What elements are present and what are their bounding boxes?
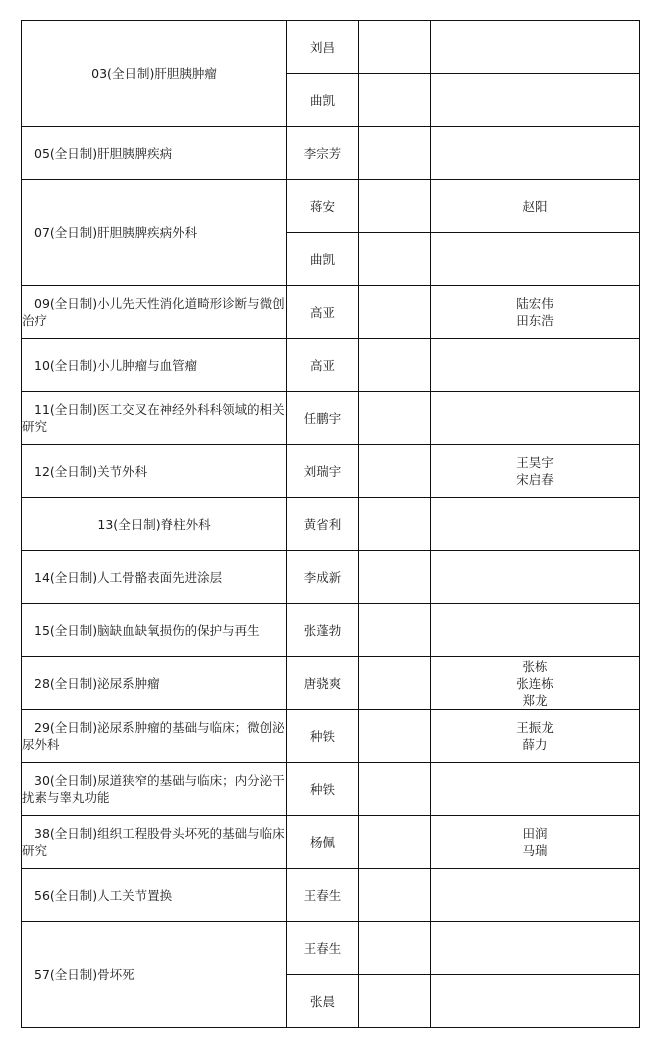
co-supervisor-names: 王昊宇 宋启春 (516, 455, 554, 487)
research-direction-text: 38(全日制)组织工程股骨头坏死的基础与临床研究 (22, 826, 285, 858)
research-direction-text: 10(全日制)小儿肿瘤与血管瘤 (34, 357, 198, 373)
empty-cell (359, 710, 431, 763)
research-direction-text: 13(全日制)脊柱外科 (97, 516, 211, 532)
table-row (22, 127, 640, 180)
table-row (22, 657, 640, 710)
research-direction-cell (22, 869, 287, 922)
co-supervisor-cell (431, 657, 640, 710)
research-direction-cell (22, 180, 287, 286)
research-direction-cell (22, 763, 287, 816)
supervisor-cell: 高亚 (287, 339, 359, 392)
co-supervisor-cell (431, 74, 640, 127)
co-supervisor-cell (431, 975, 640, 1028)
table-row (22, 763, 640, 816)
co-supervisor-cell (431, 710, 640, 763)
table-row (22, 392, 640, 445)
supervisor-cell: 王春生 (287, 869, 359, 922)
supervisor-cell: 张蓬勃 (287, 604, 359, 657)
research-direction-text: 03(全日制)肝胆胰肿瘤 (91, 66, 217, 81)
co-supervisor-cell (431, 286, 640, 339)
research-direction-cell (22, 286, 287, 339)
co-supervisor-names: 赵阳 (522, 198, 548, 214)
co-supervisor-cell (431, 816, 640, 869)
empty-cell (359, 21, 431, 74)
research-direction-cell (22, 445, 287, 498)
empty-cell (359, 604, 431, 657)
co-supervisor-cell (431, 604, 640, 657)
research-direction-cell (22, 21, 287, 127)
supervisor-cell: 蒋安 (287, 180, 359, 233)
empty-cell (359, 869, 431, 922)
research-direction-cell (22, 498, 287, 551)
co-supervisor-cell (431, 233, 640, 286)
table-row (22, 21, 640, 74)
co-supervisor-cell (431, 180, 640, 233)
co-supervisor-names: 王振龙 薛力 (516, 720, 554, 752)
co-supervisor-names: 陆宏伟 田东浩 (516, 296, 554, 328)
research-direction-cell (22, 339, 287, 392)
table-row (22, 710, 640, 763)
supervisor-cell: 李成新 (287, 551, 359, 604)
research-direction-text: 28(全日制)泌尿系肿瘤 (34, 675, 160, 691)
co-supervisor-cell (431, 922, 640, 975)
empty-cell (359, 445, 431, 498)
supervisor-cell: 黄省利 (287, 498, 359, 551)
empty-cell (359, 233, 431, 286)
co-supervisor-cell (431, 869, 640, 922)
empty-cell (359, 339, 431, 392)
co-supervisor-cell (431, 392, 640, 445)
table-row (22, 286, 640, 339)
supervisor-cell: 种铁 (287, 710, 359, 763)
empty-cell (359, 74, 431, 127)
table-row (22, 551, 640, 604)
supervisor-cell: 种铁 (287, 763, 359, 816)
supervisor-cell: 曲凯 (287, 74, 359, 127)
research-direction-text: 07(全日制)肝胆胰脾疾病外科 (34, 225, 198, 240)
table-row (22, 869, 640, 922)
empty-cell (359, 922, 431, 975)
supervisor-table (21, 20, 640, 1028)
research-direction-cell (22, 392, 287, 445)
empty-cell (359, 816, 431, 869)
co-supervisor-cell (431, 551, 640, 604)
research-direction-text: 09(全日制)小儿先天性消化道畸形诊断与微创治疗 (22, 296, 285, 328)
research-direction-cell (22, 127, 287, 180)
supervisor-cell: 杨佩 (287, 816, 359, 869)
research-direction-text: 05(全日制)肝胆胰脾疾病 (34, 145, 173, 161)
research-direction-cell (22, 657, 287, 710)
research-direction-cell (22, 922, 287, 1028)
empty-cell (359, 392, 431, 445)
research-direction-text: 29(全日制)泌尿系肿瘤的基础与临床；微创泌尿外科 (22, 720, 285, 752)
table-row (22, 498, 640, 551)
empty-cell (359, 498, 431, 551)
table-row (22, 816, 640, 869)
supervisor-cell: 任鹏宇 (287, 392, 359, 445)
supervisor-cell: 刘瑞宇 (287, 445, 359, 498)
table-row (22, 180, 640, 233)
empty-cell (359, 180, 431, 233)
co-supervisor-names: 田润 马瑞 (522, 826, 548, 858)
co-supervisor-cell (431, 339, 640, 392)
empty-cell (359, 763, 431, 816)
supervisor-cell: 刘昌 (287, 21, 359, 74)
research-direction-text: 56(全日制)人工关节置换 (34, 887, 173, 903)
research-direction-text: 15(全日制)脑缺血缺氧损伤的保护与再生 (34, 622, 260, 638)
research-direction-text: 14(全日制)人工骨骼表面先进涂层 (34, 569, 223, 585)
research-direction-text: 30(全日制)尿道狭窄的基础与临床；内分泌干扰素与睾丸功能 (22, 773, 285, 805)
co-supervisor-cell (431, 445, 640, 498)
supervisor-cell: 张晨 (287, 975, 359, 1028)
research-direction-cell (22, 551, 287, 604)
supervisor-cell: 唐骁爽 (287, 657, 359, 710)
table-row (22, 339, 640, 392)
table-row (22, 604, 640, 657)
empty-cell (359, 127, 431, 180)
empty-cell (359, 286, 431, 339)
table-row (22, 922, 640, 975)
research-direction-cell (22, 604, 287, 657)
supervisor-cell: 高亚 (287, 286, 359, 339)
co-supervisor-cell (431, 21, 640, 74)
research-direction-text: 12(全日制)关节外科 (34, 463, 148, 479)
supervisor-cell: 李宗芳 (287, 127, 359, 180)
empty-cell (359, 975, 431, 1028)
supervisor-cell: 曲凯 (287, 233, 359, 286)
co-supervisor-names: 张栋 张连栋 郑龙 (516, 658, 554, 708)
co-supervisor-cell (431, 763, 640, 816)
table-row (22, 445, 640, 498)
co-supervisor-cell (431, 127, 640, 180)
research-direction-cell (22, 816, 287, 869)
co-supervisor-cell (431, 498, 640, 551)
empty-cell (359, 551, 431, 604)
research-direction-cell (22, 710, 287, 763)
supervisor-cell: 王春生 (287, 922, 359, 975)
research-direction-text: 11(全日制)医工交叉在神经外科科领域的相关研究 (22, 402, 285, 434)
empty-cell (359, 657, 431, 710)
research-direction-text: 57(全日制)骨坏死 (34, 967, 135, 982)
